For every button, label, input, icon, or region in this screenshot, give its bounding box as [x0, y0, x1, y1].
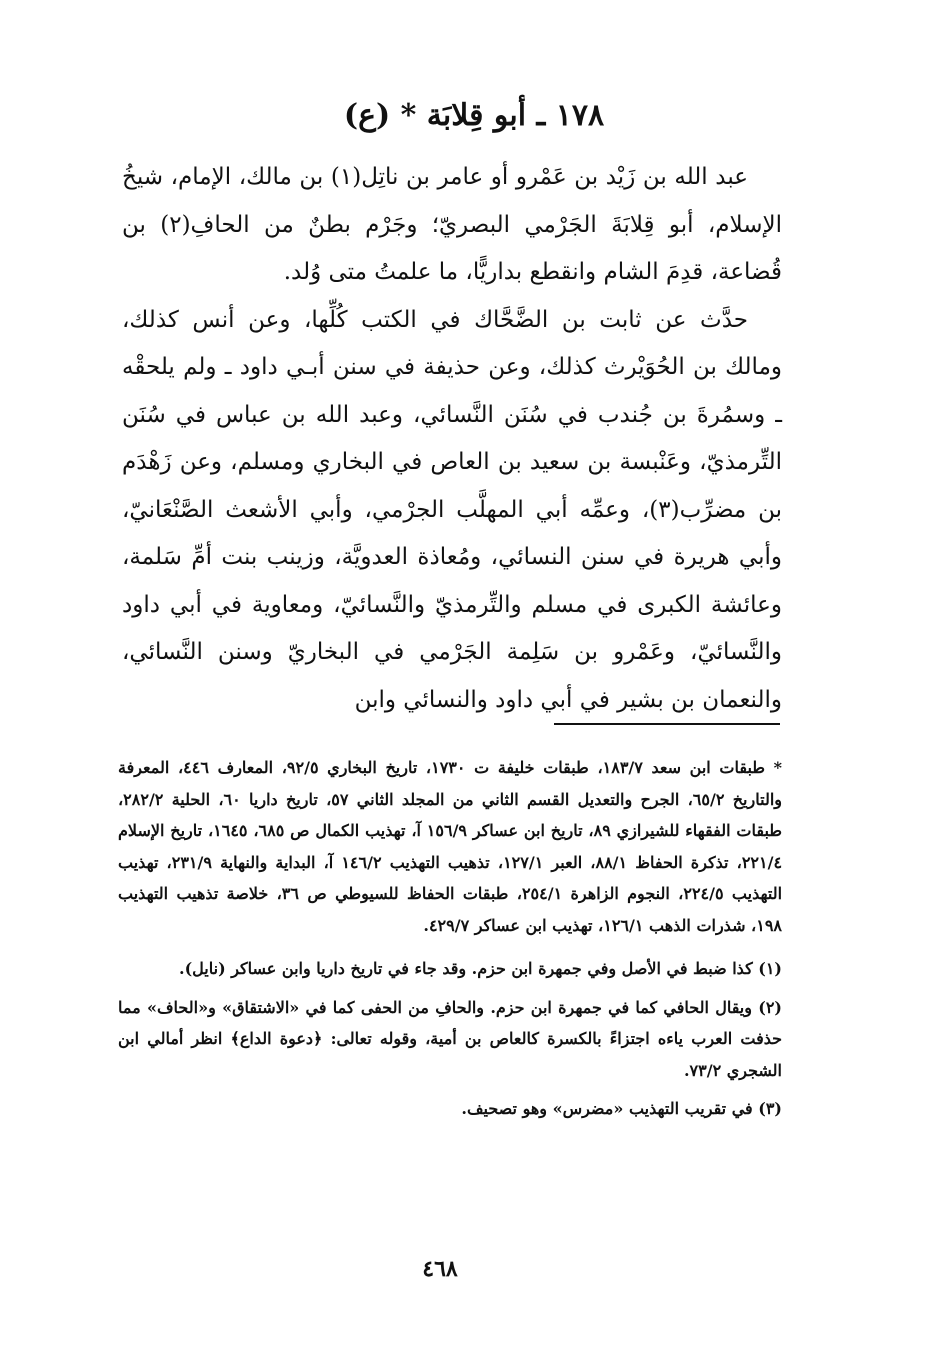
paragraph-narrations: حدَّث عن ثابت بن الضَّحَّاك في الكتب كُلِّها، وعن أنس كذلك، ومالك بن الحُوَيْرث كذلك، وعن حذيفة في سنن أبـي داود ـ ولم يلحقْه ـ وسمُرةَ بن جُندب في سُنَن النَّسائي، وعبد الله بن عباس في سُنَن التِّرمذيّ، وعَنْبسة بن سعيد بن العاص في البخاري ومسلم، وعن زَهْدَم بن مضرِّب(٣)، وعمِّه أبي المهلَّب الجرْمي، وأبي الأشعث الصَّنْعَانيّ، وأبي هريرة في سنن النسائي، ومُعاذة العدويَّة، وزينب بنت أمِّ سَلمة، وعائشة الكبرى في مسلم والتِّرمذيّ والنَّسائيّ، ومعاوية في أبي داود والنَّسائيّ، وعَمْرو بن سَلِمة الجَرْمي في البخاريّ وسنن النَّسائي، والنعمان بن بشير في أبي داود والنسائي وابن	[122, 306, 782, 713]
footnote-sources: * طبقات ابن سعد ١٨٣/٧، طبقات خليفة ت ١٧٣٠، تاريخ البخاري ٩٢/٥، المعارف ٤٤٦، المعرفة والتاريخ ٦٥/٢، الجرح والتعديل القسم الثاني من المجلد الثاني ٥٧، تاريخ داريا ٦٠، الحلية ٢٨٢/٢، طبقات الفقهاء للشيرازي ٨٩، تاريخ ابن عساكر ١٥٦/٩ آ، تهذيب الكمال ص ٦٨٥، ١٦٤٥، تاريخ الإسلام ٢٢١/٤، تذكرة الحفاظ ٨٨/١، العبر ١٢٧/١، تذهيب التهذيب ١٤٦/٢ آ، البداية والنهاية ٢٣١/٩، تهذيب التهذيب ٢٢٤/٥، النجوم الزاهرة ٢٥٤/١، طبقات الحفاظ للسيوطي ص ٣٦، خلاصة تذهيب التهذيب ١٩٨، شذرات الذهب ١٢٦/١، تهذيب ابن عساكر ٤٢٩/٧.	[118, 758, 783, 935]
main-text	[122, 154, 782, 724]
footnote-separator	[554, 723, 780, 725]
page-number: ٤٦٨	[422, 1256, 458, 1282]
footnotes	[118, 752, 782, 1132]
footnote-1: (١) كذا ضبط في الأصل وفي جمهرة ابن حزم. وقد جاء في تاريخ داريا وابن عساكر (نايل).	[179, 959, 782, 978]
footnote-2: (٢) ويقال الحافي كما في جمهرة ابن حزم. والحافِ من الحفى كما في «الاشتقاق» و«الحاف» مما حذفت العرب ياءه اجتزاءً بالكسرة كالعاص بن أمية، وقوله تعالى: ﴿دعوة الداع﴾ انظر أمالي ابن الشجري ٧٣/٢.	[118, 997, 782, 1080]
entry-title: ١٧٨ ـ أبو قِلابَة * (ع)	[343, 98, 605, 133]
footnote-3: (٣) في تقريب التهذيب «مضرس» وهو تصحيف.	[461, 1099, 782, 1118]
paragraph-biography: عبد الله بن زَيْد بن عَمْرو أو عامر بن ناتِل(١) بن مالك، الإمام، شيخُ الإسلام، أبو قِلابَةَ الجَرْمي البصريّ؛ وجَرْم بطنٌ من الحافِ(٢) بن قُضاعة، قدِمَ الشام وانقطع بداريًّا، ما علمتُ متى وُلد.	[122, 164, 782, 285]
